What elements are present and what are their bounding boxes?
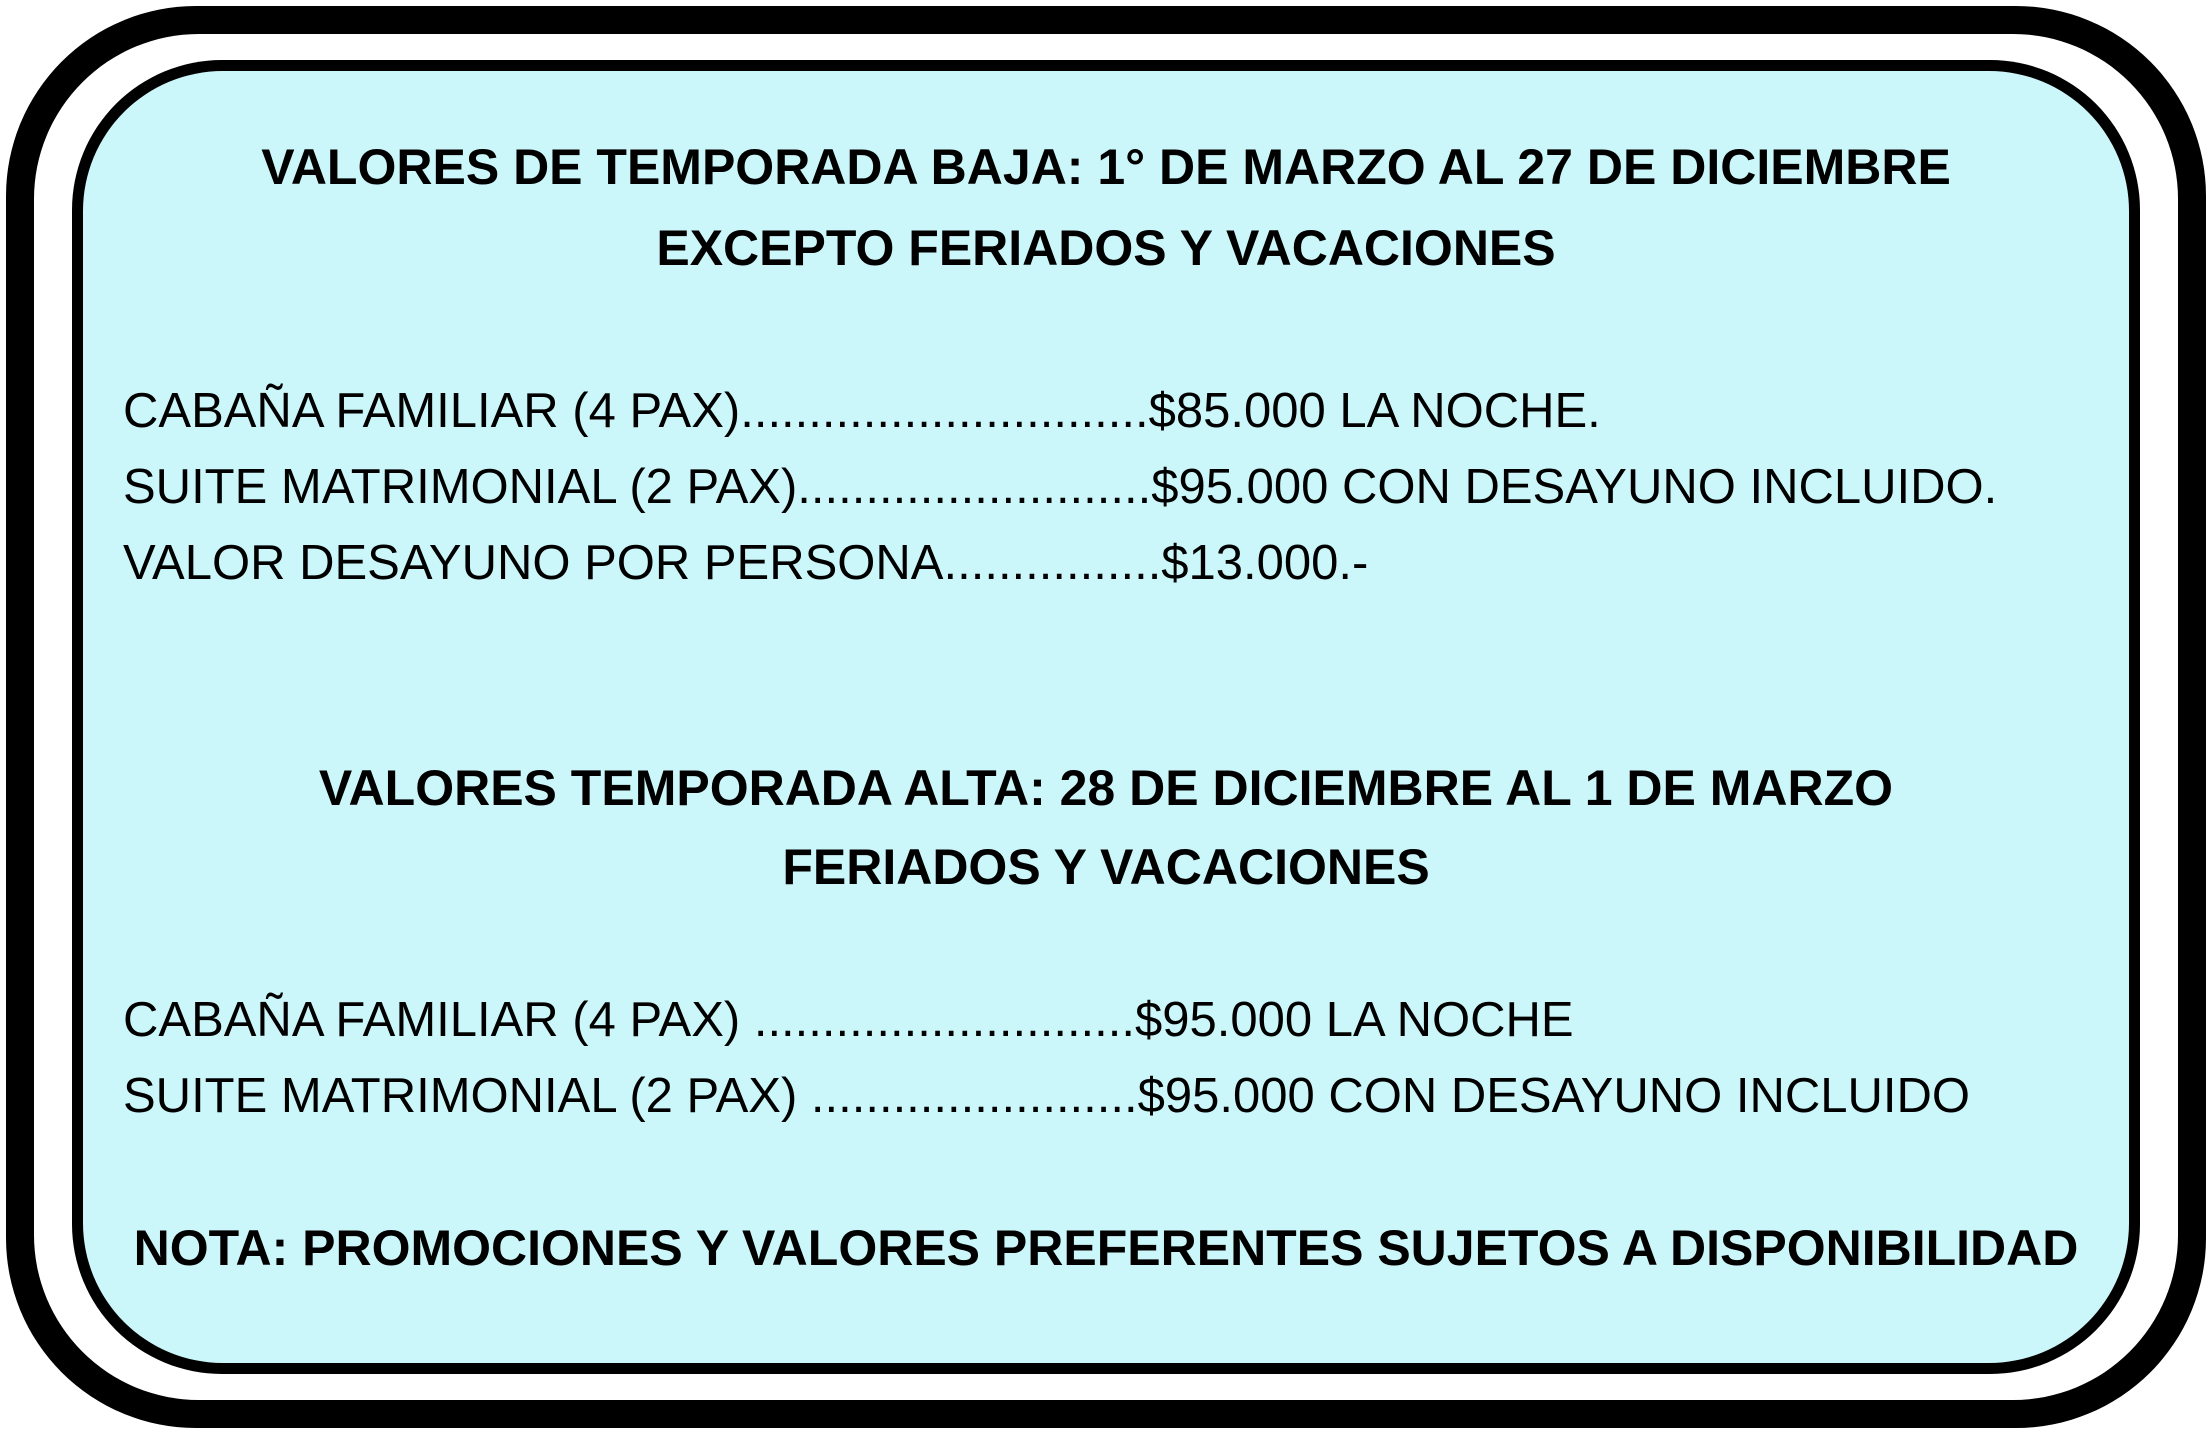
low-season-title: VALORES DE TEMPORADA BAJA: 1° DE MARZO AL 27 DE DICIEMBRE bbox=[261, 139, 1951, 195]
availability-note: NOTA: PROMOCIONES Y VALORES PREFERENTES SUJETOS A DISPONIBILIDAD bbox=[133, 1220, 2079, 1276]
high-season-cabin-price: CABAÑA FAMILIAR (4 PAX) ............................$95.000 LA NOCHE bbox=[123, 993, 1574, 1047]
high-season-subtitle: FERIADOS Y VACACIONES bbox=[782, 839, 1430, 895]
low-season-cabin-price: CABAÑA FAMILIAR (4 PAX)..............................$85.000 LA NOCHE. bbox=[123, 384, 1601, 438]
low-season-suite-price: SUITE MATRIMONIAL (2 PAX)..........................$95.000 CON DESAYUNO INCLUIDO. bbox=[123, 460, 1998, 514]
low-season-breakfast-price: VALOR DESAYUNO POR PERSONA................$13.000.- bbox=[123, 536, 1369, 590]
high-season-suite-price: SUITE MATRIMONIAL (2 PAX) ........................$95.000 CON DESAYUNO INCLUIDO bbox=[123, 1069, 1970, 1123]
high-season-title: VALORES TEMPORADA ALTA: 28 DE DICIEMBRE AL 1 DE MARZO bbox=[318, 760, 1894, 816]
low-season-subtitle: EXCEPTO FERIADOS Y VACACIONES bbox=[656, 220, 1556, 276]
